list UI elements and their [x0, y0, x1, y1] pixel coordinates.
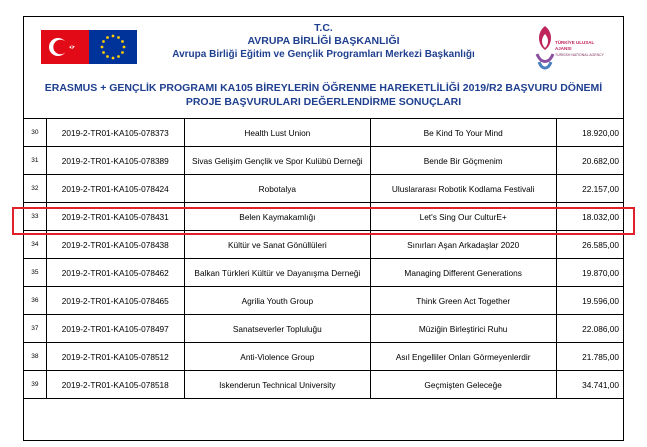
- highlight-box: [12, 207, 635, 235]
- grant-amount: 19.596,00: [556, 287, 623, 315]
- project-code: 2019-2-TR01-KA105-078431: [46, 203, 184, 231]
- project-code: 2019-2-TR01-KA105-078424: [46, 175, 184, 203]
- header-line-tc: T.C.: [314, 22, 333, 34]
- header-line-center: Avrupa Birliği Eğitim ve Gençlik Programları Merkezi Başkanlığı: [172, 49, 475, 60]
- project-name: Asıl Engelliler Onları Görmeyenlerdir: [370, 343, 556, 371]
- project-name: Geçmişten Geleceğe: [370, 371, 556, 399]
- table-row: [24, 119, 624, 147]
- organization-name: Balkan Türkleri Kültür ve Dayanışma Derneği: [184, 259, 370, 287]
- grant-amount: 20.682,00: [556, 147, 623, 175]
- row-number: 34: [24, 231, 47, 259]
- organization-name: Anti-Violence Group: [184, 343, 370, 371]
- organization-name: Sanatseverler Topluluğu: [184, 315, 370, 343]
- project-code: 2019-2-TR01-KA105-078518: [46, 371, 184, 399]
- header-line-presidency: AVRUPA BİRLİĞİ BAŞKANLIĞI: [247, 35, 400, 47]
- table-row: [24, 147, 624, 175]
- row-number: 37: [24, 315, 47, 343]
- project-code: 2019-2-TR01-KA105-078512: [46, 343, 184, 371]
- organization-name: Iskenderun Technical University: [184, 371, 370, 399]
- organization-name: Belen Kaymakamlığı: [184, 203, 370, 231]
- project-code: 2019-2-TR01-KA105-078465: [46, 287, 184, 315]
- grant-amount: 18.920,00: [556, 119, 623, 147]
- organization-name: Sivas Gelişim Gençlik ve Spor Kulübü Derneği: [184, 147, 370, 175]
- row-number: 30: [24, 119, 47, 147]
- document-header: [23, 16, 624, 118]
- project-name: Sınırları Aşan Arkadaşlar 2020: [370, 231, 556, 259]
- project-code: 2019-2-TR01-KA105-078497: [46, 315, 184, 343]
- grant-amount: 19.870,00: [556, 259, 623, 287]
- grant-amount: 18.032,00: [556, 203, 623, 231]
- table-row: [24, 315, 624, 343]
- row-number: 32: [24, 175, 47, 203]
- logo-title: TÜRKİYE ULUSAL AJANSI: [555, 40, 595, 51]
- row-number: 39: [24, 371, 47, 399]
- table-row: [24, 259, 624, 287]
- program-line-2: PROJE BAŞVURULARI DEĞERLENDİRME SONUÇLARI: [185, 96, 462, 108]
- program-line-1: ERASMUS + GENÇLİK PROGRAMI KA105 BİREYLERİN ÖĞRENME HAREKETLİLİĞİ 2019/R2 BAŞVURU DÖNEMİ: [44, 82, 603, 94]
- results-table: [23, 118, 624, 399]
- project-name: Think Green Act Together: [370, 287, 556, 315]
- organization-name: Agrilia Youth Group: [184, 287, 370, 315]
- table-row: [24, 175, 624, 203]
- project-code: 2019-2-TR01-KA105-078373: [46, 119, 184, 147]
- row-number: 35: [24, 259, 47, 287]
- table-row: [24, 287, 624, 315]
- project-code: 2019-2-TR01-KA105-078438: [46, 231, 184, 259]
- grant-amount: 21.785,00: [556, 343, 623, 371]
- project-code: 2019-2-TR01-KA105-078462: [46, 259, 184, 287]
- national-agency-logo-icon: [533, 22, 611, 78]
- grant-amount: 22.086,00: [556, 315, 623, 343]
- grant-amount: 34.741,00: [556, 371, 623, 399]
- organization-name: Robotalya: [184, 175, 370, 203]
- grant-amount: 22.157,00: [556, 175, 623, 203]
- row-number: 38: [24, 343, 47, 371]
- project-name: Müziğin Birleştirici Ruhu: [370, 315, 556, 343]
- row-number: 31: [24, 147, 47, 175]
- row-number: 36: [24, 287, 47, 315]
- table-row: [24, 371, 624, 399]
- project-name: Bende Bir Göçmenim: [370, 147, 556, 175]
- organization-name: Kültür ve Sanat Gönüllüleri: [184, 231, 370, 259]
- logo-subtitle: TURKISH NATIONAL AGENCY: [555, 53, 605, 57]
- row-number: 33: [24, 203, 47, 231]
- project-name: Managing Different Generations: [370, 259, 556, 287]
- project-name: Uluslararası Robotik Kodlama Festivali: [370, 175, 556, 203]
- project-code: 2019-2-TR01-KA105-078389: [46, 147, 184, 175]
- organization-name: Health Lust Union: [184, 119, 370, 147]
- table-row: [24, 343, 624, 371]
- grant-amount: 26.585,00: [556, 231, 623, 259]
- project-name: Be Kind To Your Mind: [370, 119, 556, 147]
- program-title: [23, 81, 624, 109]
- project-name: Let's Sing Our CulturE+: [370, 203, 556, 231]
